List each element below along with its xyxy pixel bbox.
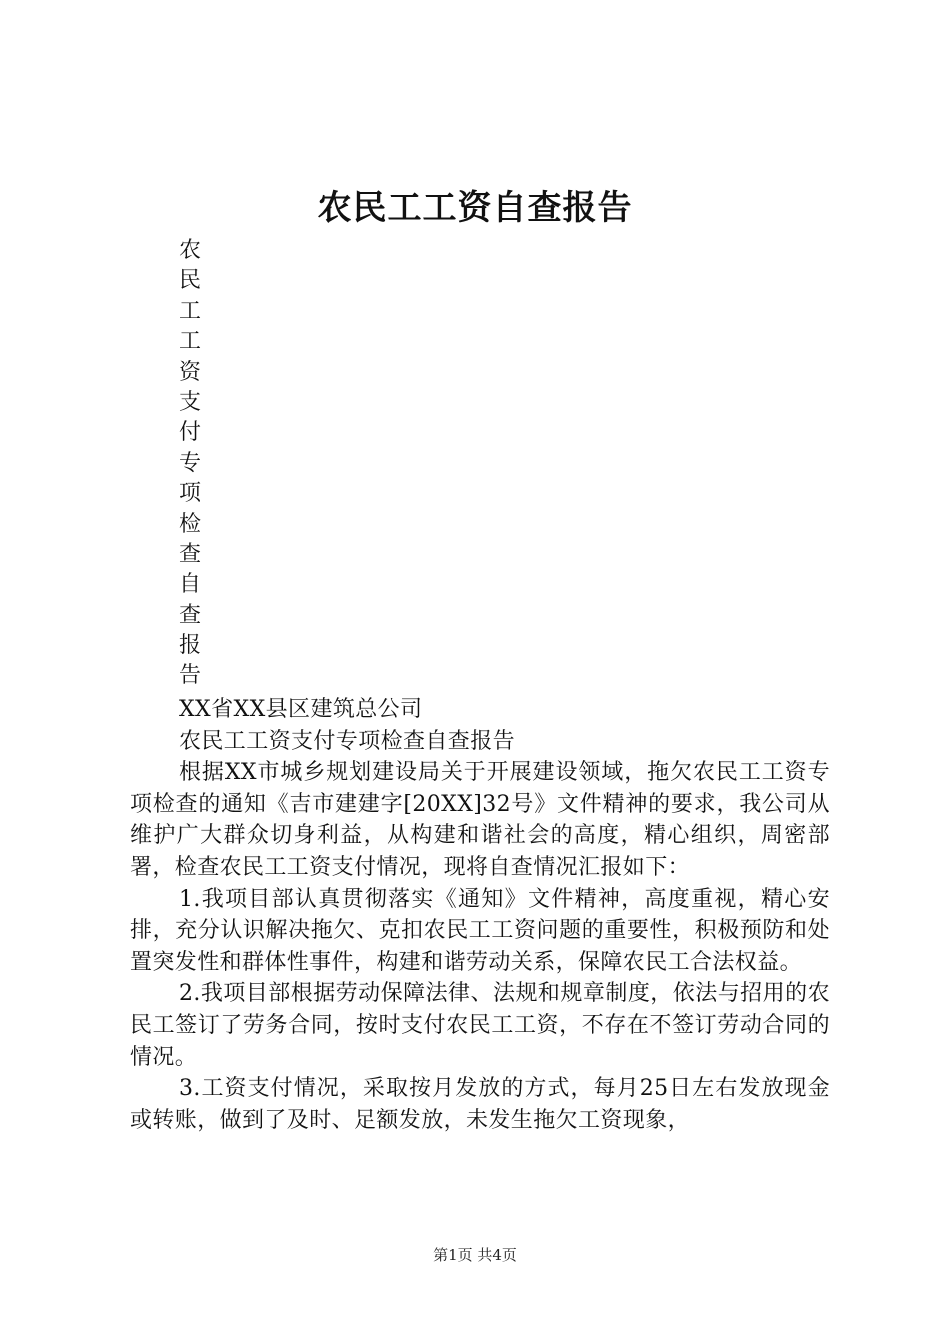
vertical-char: 自 — [179, 572, 202, 598]
body-paragraph: 3.工资支付情况，采取按月发放的方式，每月25日左右发放现金或转账，做到了及时、足额发放，未发生拖欠工资现象， — [130, 1076, 830, 1133]
vertical-char: 工 — [179, 298, 202, 324]
company-name: XX省XX县区建筑总公司 — [179, 697, 423, 722]
vertical-char: 查 — [179, 602, 202, 628]
vertical-heading — [179, 236, 209, 692]
vertical-char: 告 — [179, 663, 202, 689]
document-body — [130, 694, 830, 1136]
vertical-char: 检 — [179, 511, 202, 537]
vertical-char: 专 — [179, 450, 202, 476]
vertical-char: 工 — [179, 329, 202, 355]
vertical-char: 民 — [179, 268, 202, 294]
vertical-char: 资 — [179, 359, 202, 385]
vertical-char: 查 — [179, 541, 202, 567]
vertical-char: 报 — [179, 633, 202, 659]
document-title: 农民工工资自查报告 — [317, 188, 633, 228]
vertical-char: 农 — [179, 238, 202, 263]
body-paragraph: 1.我项目部认真贯彻落实《通知》文件精神，高度重视，精心安排，充分认识解决拖欠、克扣农民工工资问题的重要性，积极预防和处置突发性和群体性事件，构建和谐劳动关系，保障农民工合法权益。 — [130, 886, 830, 975]
vertical-char: 支 — [179, 389, 202, 415]
page-footer: 第1页 共4页 — [433, 1246, 517, 1264]
body-paragraph: 根据XX市城乡规划建设局关于开展建设领域，拖欠农民工工资专项检查的通知《吉市建建字[20XX]32号》文件精神的要求，我公司从维护广大群众切身利益，从构建和谐社会的高度，精心组织，周密部署，检查农民工工资支付情况，现将自查情况汇报如下： — [130, 760, 830, 880]
vertical-char: 付 — [179, 420, 202, 446]
report-subtitle: 农民工工资支付专项检查自查报告 — [179, 728, 516, 754]
vertical-char: 项 — [179, 481, 202, 507]
body-paragraph: 2.我项目部根据劳动保障法律、法规和规章制度，依法与招用的农民工签订了劳务合同，按时支付农民工工资，不存在不签订劳动合同的情况。 — [130, 981, 830, 1070]
